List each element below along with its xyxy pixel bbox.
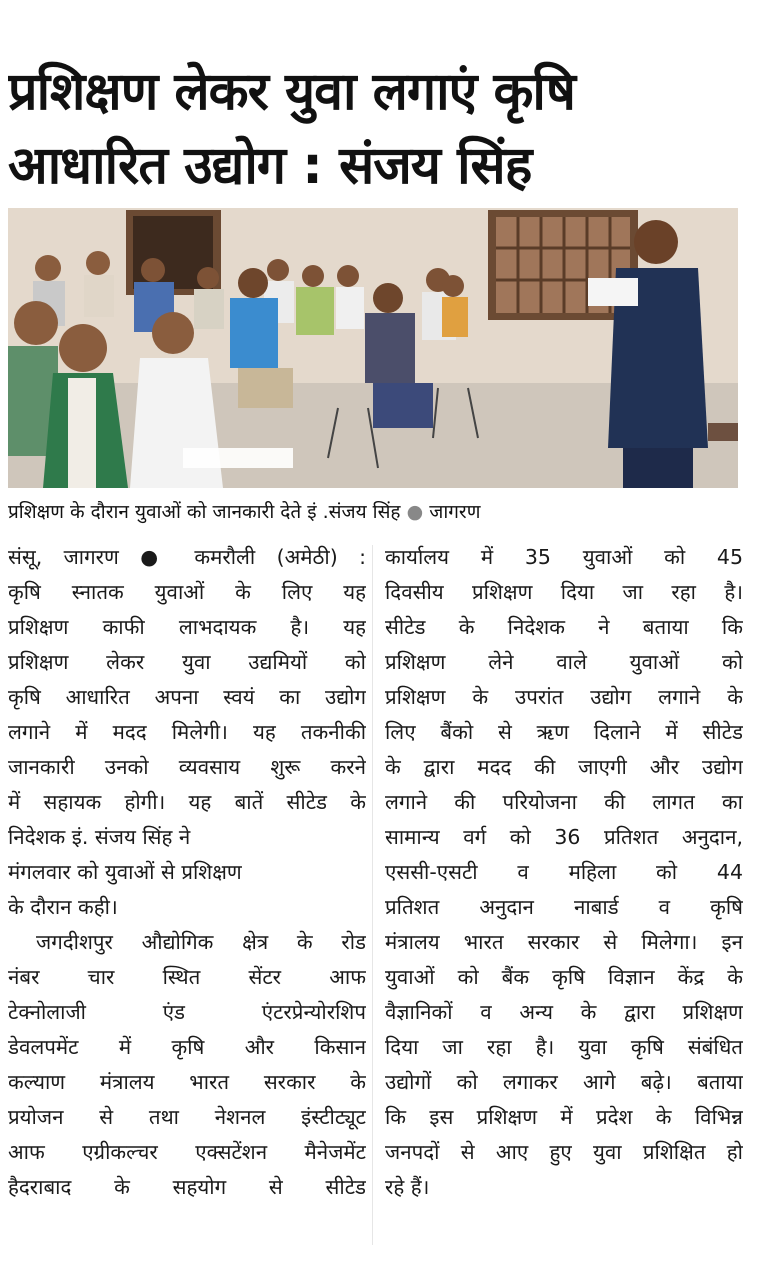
right-line: कार्यालय में 35 युवाओं को 45 <box>385 545 743 569</box>
article-column-left <box>8 540 366 1205</box>
right-line: कि इस प्रशिक्षण में प्रदेश के विभिन्न <box>385 1105 743 1129</box>
right-line: सामान्य वर्ग को 36 प्रतिशत अनुदान, <box>385 825 743 849</box>
right-line: प्रशिक्षण लेने वाले युवाओं को <box>385 650 743 674</box>
right-line: उद्योगों को लगाकर आगे बढ़े। बताया <box>385 1070 743 1094</box>
right-line: एससी-एसटी व महिला को 44 <box>385 860 743 884</box>
right-line: के द्वारा मदद की जाएगी और उद्योग <box>385 755 743 779</box>
right-line: लिए बैंको से ऋण दिलाने में सीटेड <box>385 720 743 744</box>
classroom-photo-illustration <box>8 208 738 488</box>
right-line: मंत्रालय भारत सरकार से मिलेगा। इन <box>385 930 743 954</box>
right-line: लगाने की परियोजना की लागत का <box>385 790 743 814</box>
right-line: रहे हैं। <box>385 1175 430 1199</box>
left-line: हैदराबाद के सहयोग से सीटेड <box>8 1175 366 1199</box>
right-line: युवाओं को बैंक कृषि विज्ञान केंद्र के <box>385 965 743 989</box>
left-line: नंबर चार स्थित सेंटर आफ <box>8 965 366 989</box>
right-line: सीटेड के निदेशक ने बताया कि <box>385 615 743 639</box>
left-line: प्रयोजन से तथा नेशनल इंस्टीट्यूट <box>8 1105 366 1129</box>
right-line: दिवसीय प्रशिक्षण दिया जा रहा है। <box>385 580 743 604</box>
article-column-right <box>385 540 743 1205</box>
headline-line-1: प्रशिक्षण लेकर युवा लगाएं कृषि <box>8 61 575 122</box>
left-line: कृषि आधारित अपना स्वयं का उद्योग <box>8 685 366 709</box>
caption-text: प्रशिक्षण के दौरान युवाओं को जानकारी देते इं .संजय सिंह <box>8 501 401 523</box>
right-line: वैज्ञानिकों व अन्य के द्वारा प्रशिक्षण <box>385 1000 743 1024</box>
left-line: लगाने में मदद मिलेगी। यह तकनीकी <box>8 720 366 744</box>
left-line: प्रशिक्षण लेकर युवा उद्यमियों को <box>8 650 366 674</box>
caption-separator-dot-icon: ● <box>406 501 424 523</box>
left-line: निदेशक इं. संजय सिंह ने <box>8 825 191 849</box>
left-line: कृषि स्नातक युवाओं के लिए यह <box>8 580 366 604</box>
photo-caption <box>8 494 753 530</box>
headline <box>8 55 753 203</box>
left-line: डेवलपमेंट में कृषि और किसान <box>8 1035 366 1059</box>
left-line: में सहायक होगी। यह बातें सीटेड के <box>8 790 366 814</box>
left-line: के दौरान कही। <box>8 895 118 919</box>
right-line: प्रतिशत अनुदान नाबार्ड व कृषि <box>385 895 743 919</box>
right-line: जनपदों से आए हुए युवा प्रशिक्षित हो <box>385 1140 743 1164</box>
news-photo <box>8 208 738 488</box>
left-line: टेक्नोलाजी एंड एंटरप्रेन्योरशिप <box>8 1000 366 1024</box>
right-line: दिया जा रहा है। युवा कृषि संबंधित <box>385 1035 743 1059</box>
left-line: मंगलवार को युवाओं से प्रशिक्षण <box>8 860 242 884</box>
column-divider <box>372 545 373 1245</box>
left-line: प्रशिक्षण काफी लाभदायक है। यह <box>8 615 366 639</box>
left-line: जगदीशपुर औद्योगिक क्षेत्र के रोड <box>36 930 366 954</box>
right-line: प्रशिक्षण के उपरांत उद्योग लगाने के <box>385 685 743 709</box>
left-line: संसू, जागरण ● कमरौली (अमेठी) : <box>8 545 366 569</box>
headline-line-2: आधारित उद्योग : संजय सिंह <box>8 135 532 196</box>
caption-source: जागरण <box>429 501 481 523</box>
left-line: जानकारी उनको व्यवसाय शुरू करने <box>8 755 366 779</box>
left-line: आफ एग्रीकल्चर एक्सटेंशन मैनेजमेंट <box>8 1140 366 1164</box>
left-line: कल्याण मंत्रालय भारत सरकार के <box>8 1070 366 1094</box>
